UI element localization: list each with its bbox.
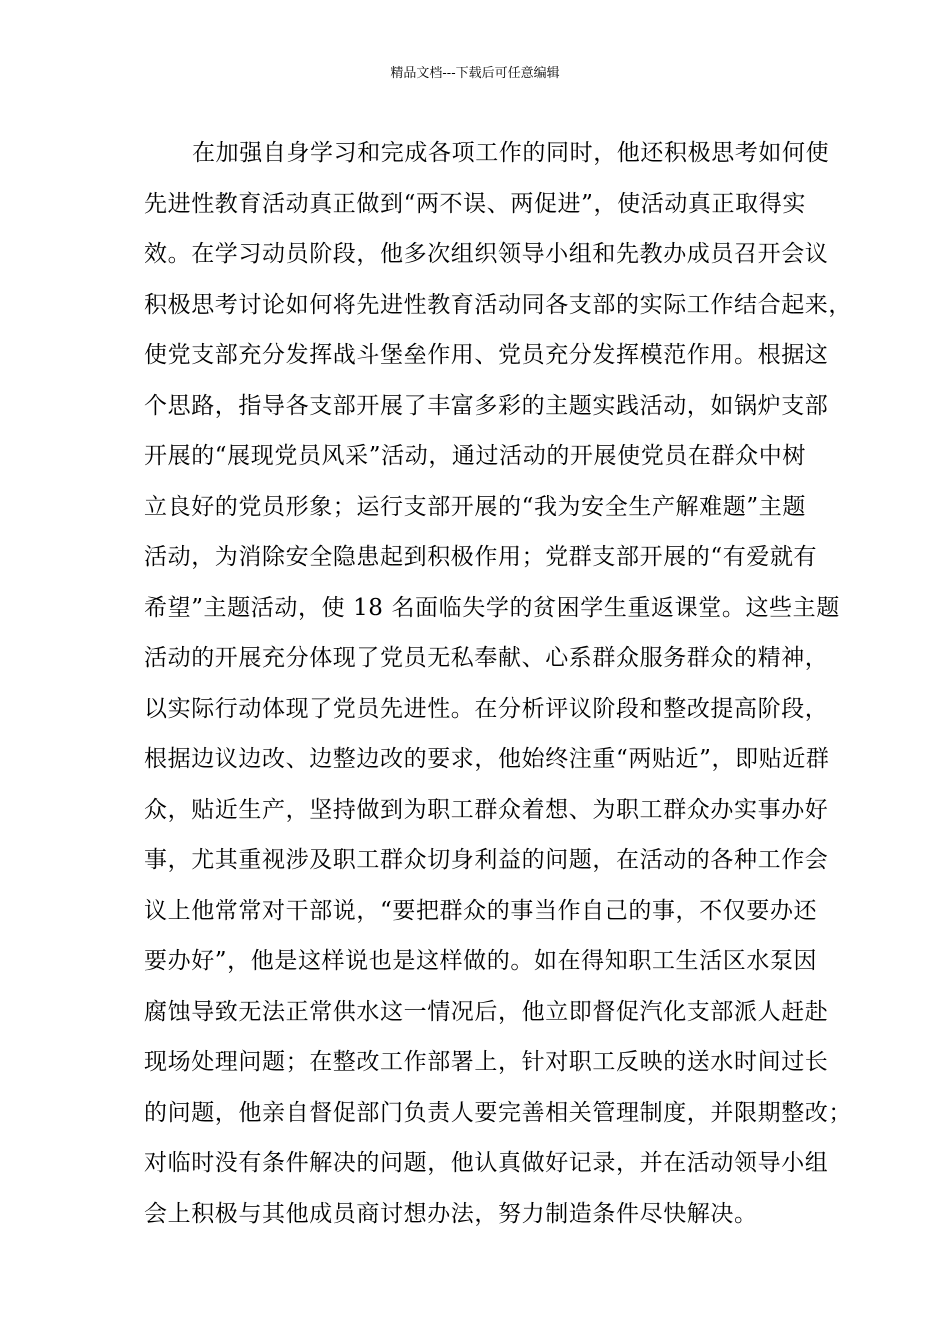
text-line: 众，贴近生产，坚持做到为职工群众着想、为职工群众办实事办好 — [144, 796, 829, 823]
text-line: 活动，为消除安全隐患起到积极作用；党群支部开展的“有爱就有 — [144, 544, 818, 570]
text-line: 根据边议边改、边整边改的要求，他始终注重“两贴近”，即贴近群 — [144, 746, 830, 772]
text-line: 要办好”，他是这样说也是这样做的。如在得知职工生活区水泵因 — [144, 948, 818, 974]
page-header: 精品文档---下载后可任意编辑 — [390, 66, 560, 81]
text-line: 活动的开展充分体现了党员无私奉献、心系群众服务群众的精神， — [144, 645, 829, 671]
text-line: 效。在学习动员阶段，他多次组织领导小组和先教办成员召开会议 — [144, 241, 829, 267]
text-line: 个思路，指导各支部开展了丰富多彩的主题实践活动，如锅炉支部 — [144, 392, 829, 419]
text-line: 以实际行动体现了党员先进性。在分析评议阶段和整改提高阶段， — [144, 695, 829, 722]
text-line: 在加强自身学习和完成各项工作的同时，他还积极思考如何使 — [192, 140, 830, 166]
body-paragraph — [144, 128, 852, 1239]
text-line: 事，尤其重视涉及职工群众切身利益的问题，在活动的各种工作会 — [144, 847, 829, 873]
text-line: 积极思考讨论如何将先进性教育活动同各支部的实际工作结合起来， — [144, 291, 852, 318]
text-line: 的问题，他亲自督促部门负责人要完善相关管理制度，并限期整改； — [144, 1099, 852, 1126]
text-line: 使党支部充分发挥战斗堡垒作用、党员充分发挥模范作用。根据这 — [144, 342, 829, 368]
text-line: 开展的“展现党员风采”活动，通过活动的开展使党员在群众中树 — [144, 443, 806, 469]
text-line: 会上积极与其他成员商讨想办法，努力制造条件尽快解决。 — [144, 1200, 758, 1227]
text-line: 议上他常常对干部说，“要把群众的事当作自己的事，不仅要办还 — [144, 897, 818, 924]
text-line: 现场处理问题；在整改工作部署上，针对职工反映的送水时间过长 — [144, 1049, 829, 1075]
text-line: 先进性教育活动真正做到“两不误、两促进”，使活动真正取得实 — [144, 190, 806, 217]
text-line: 对临时没有条件解决的问题，他认真做好记录，并在活动领导小组 — [144, 1150, 829, 1176]
text-line: 腐蚀导致无法正常供水这一情况后，他立即督促汽化支部派人赶赴 — [144, 998, 829, 1025]
text-line: 立良好的党员形象；运行支部开展的“我为安全生产解难题”主题 — [144, 493, 806, 520]
text-line: 希望”主题活动，使 18 名面临失学的贫困学生重返课堂。这些主题 — [144, 594, 840, 621]
